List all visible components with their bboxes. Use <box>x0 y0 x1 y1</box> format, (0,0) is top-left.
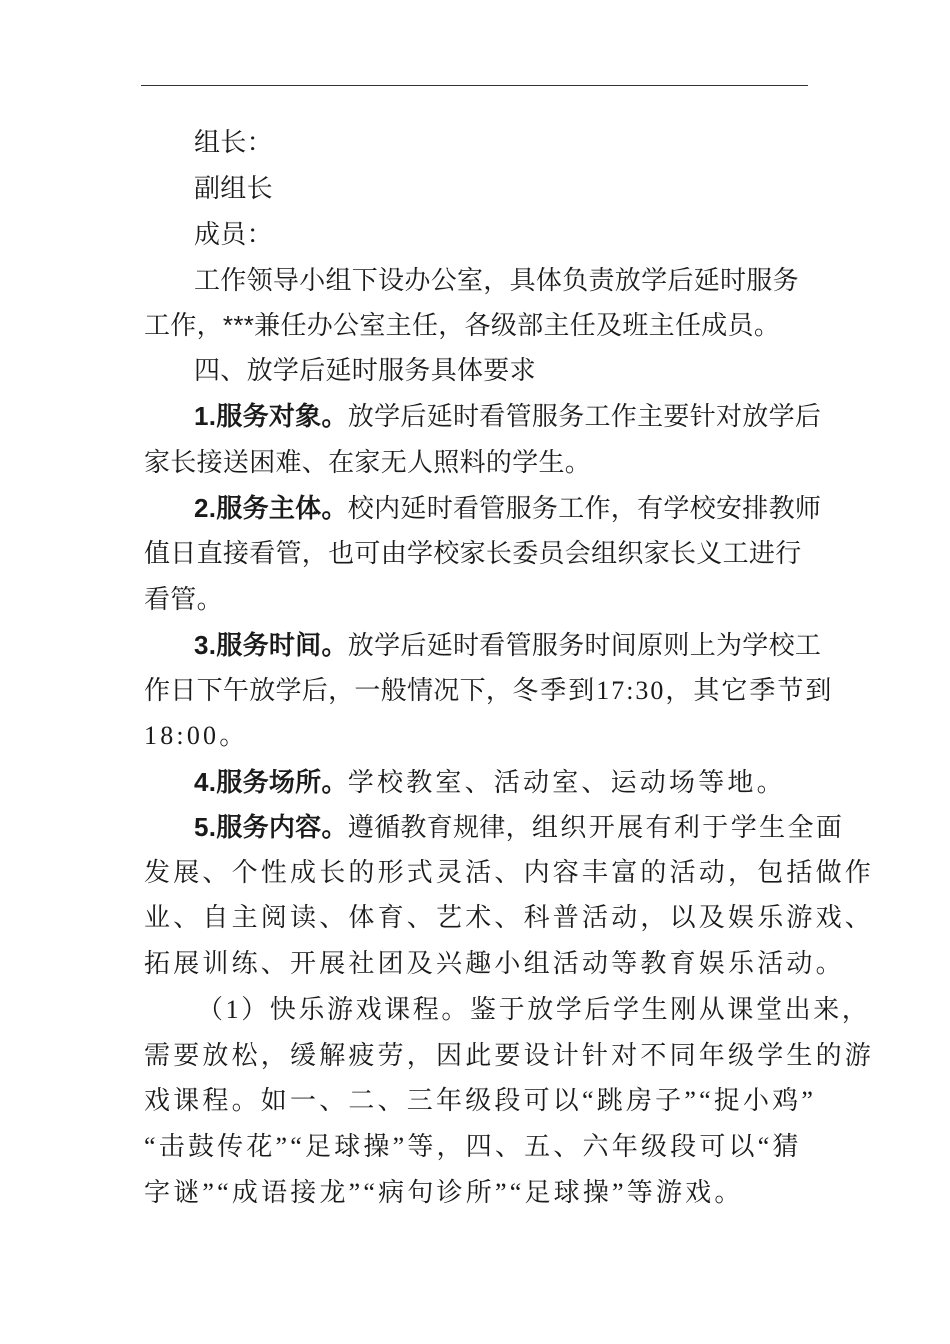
item-service-content-line-2: 发展、个性成长的形式灵活、内容丰富的活动，包括做作 <box>144 858 875 887</box>
item-text: 校内延时看管服务工作，有学校安排教师 <box>347 493 822 523</box>
game-course-paragraph-line-1: （1）快乐游戏课程。鉴于放学后学生刚从课堂出来， <box>197 995 871 1024</box>
item-service-target-line-2: 家长接送困难、在家无人照料的学生。 <box>144 447 592 477</box>
item-text: 作日下午放学后，一般情况下， <box>144 675 513 705</box>
item-service-content <box>194 807 845 847</box>
office-paragraph-line-2: 工作，***兼任办公室主任，各级部主任及班主任成员。 <box>144 310 781 340</box>
item-text: 遵循教育规律， <box>347 812 532 842</box>
item-service-content-line-3: 业、自主阅读、体育、艺术、科普活动，以及娱乐游戏、 <box>144 903 875 932</box>
item-service-provider-line-2: 值日直接看管，也可由学校家长委员会组织家长义工进行 <box>144 538 802 568</box>
leader-label: 组长： <box>194 127 273 157</box>
item-service-time-line-2 <box>144 670 834 710</box>
game-course-paragraph-line-2: 需要放松，缓解疲劳，因此要设计针对不同年级学生的游 <box>144 1041 875 1070</box>
item-text: 放学后延时看管服务时间原则上为学校工 <box>347 630 822 660</box>
item-text: 组织开展有利于学生全面 <box>531 813 845 842</box>
deputy-leader-label: 副组长 <box>194 173 273 203</box>
item-text: 冬季到17:30，其它季节到 <box>512 676 834 705</box>
item-service-time <box>194 625 822 665</box>
item-service-target <box>194 396 822 436</box>
item-heading: 5.服务内容。 <box>194 812 348 842</box>
item-heading: 3.服务时间。 <box>194 630 348 660</box>
item-service-provider <box>194 488 822 528</box>
game-course-paragraph-line-5: 字谜”“成语接龙”“病句诊所”“足球操”等游戏。 <box>144 1178 744 1207</box>
game-course-paragraph-line-3: 戏课程。如一、二、三年级段可以“跳房子”“捉小鸡” <box>144 1086 817 1115</box>
item-heading: 2.服务主体。 <box>194 493 348 523</box>
game-course-paragraph-line-4: “击鼓传花”“足球操”等，四、五、六年级段可以“猜 <box>144 1132 802 1161</box>
section-heading: 四、放学后延时服务具体要求 <box>194 355 536 385</box>
item-service-venue <box>194 762 808 802</box>
item-service-provider-line-3: 看管。 <box>144 584 223 614</box>
item-service-time-line-3: 18:00。 <box>144 721 249 750</box>
item-heading: 4.服务场所。 <box>194 767 348 797</box>
item-text: 学校教室、活动室、运动场等地。 <box>347 768 786 797</box>
item-heading: 1.服务对象。 <box>194 401 348 431</box>
item-text: 放学后延时看管服务工作主要针对放学后 <box>347 401 822 431</box>
office-paragraph-line-1: 工作领导小组下设办公室，具体负责放学后延时服务 <box>194 265 799 295</box>
header-rule <box>141 85 808 86</box>
members-label: 成员： <box>194 219 273 249</box>
item-service-content-line-4: 拓展训练、开展社团及兴趣小组活动等教育娱乐活动。 <box>144 949 845 978</box>
